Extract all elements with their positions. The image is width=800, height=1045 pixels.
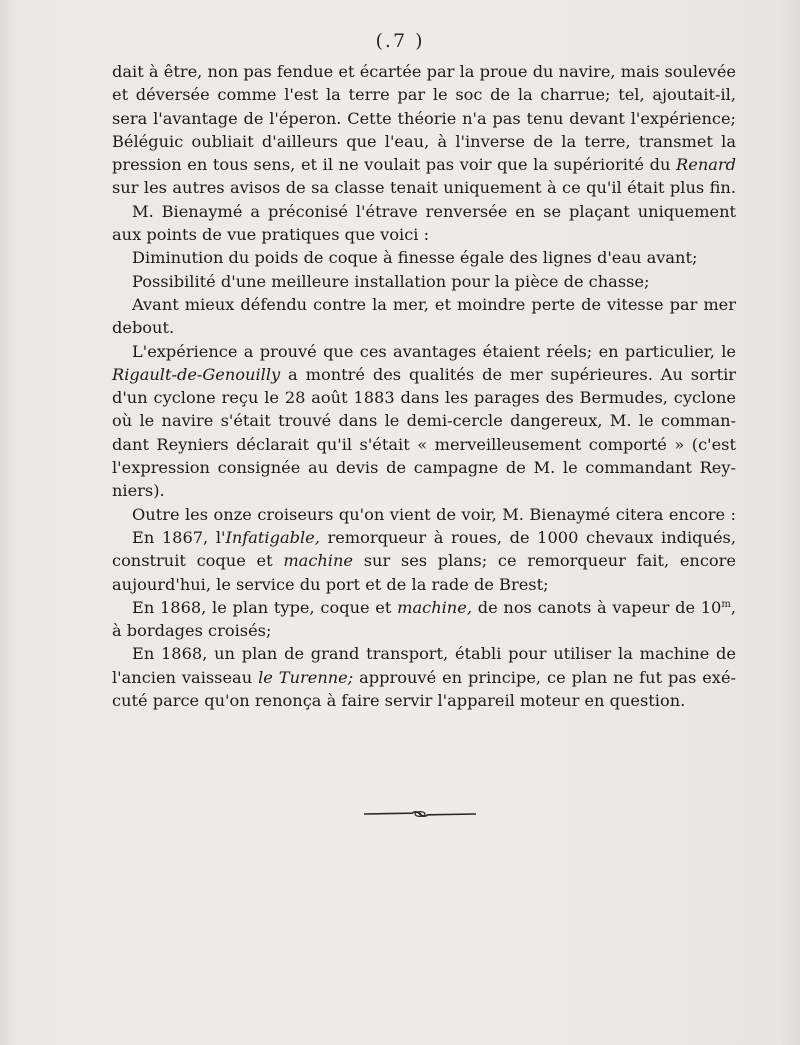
text-line: En 1868, un plan de grand transport, établi pour utiliser la machine de <box>132 644 736 664</box>
text-line: Diminution du poids de coque à finesse égale des lignes d'eau avant; <box>132 248 698 268</box>
text-line: sera l'avantage de l'éperon. Cette théorie n'a pas tenu devant l'expérience; <box>112 108 736 128</box>
text-segment: de nos canots à vapeur de 10 <box>471 597 722 617</box>
text-segment: remorqueur à roues, de 1000 chevaux indiqués, <box>319 527 736 547</box>
text-line <box>112 363 736 386</box>
text-line: aux points de vue pratiques que voici : <box>112 225 430 245</box>
text-line: Avant mieux défendu contre la mer, et moindre perte de vitesse par mer <box>132 294 736 314</box>
text-line: Possibilité d'une meilleure installation pour la pièce de chasse; <box>132 271 650 291</box>
text-line: d'un cyclone reçu le 28 août 1883 dans les parages des Bermudes, cyclone <box>112 388 736 408</box>
text-segment: approuvé en principe, ce plan ne fut pas exé- <box>353 667 736 687</box>
text-segment: sur ses plans; ce remorqueur fait, encore <box>353 551 736 571</box>
text-line <box>112 666 736 689</box>
text-segment: a montré des qualités de mer supérieures. Au sortir <box>280 364 736 384</box>
text-segment: pression en tous sens, et il ne voulait pas voir que la supériorité du <box>112 155 677 175</box>
end-ornament-icon <box>360 806 480 822</box>
text-line: dant Reyniers déclarait qu'il s'était « merveilleusement comporté » (c'est <box>112 434 736 454</box>
text-line: l'expression consignée au devis de campagne de M. le commandant Rey- <box>112 458 736 478</box>
text-segment: En 1868, le plan type, coque et <box>132 597 398 617</box>
text-line: à bordages croisés; <box>112 621 272 641</box>
body-text <box>112 60 736 712</box>
text-segment: En 1867, l' <box>132 527 226 547</box>
text-line: sur les autres avisos de sa classe tenait uniquement à ce qu'il était plus fin. <box>112 178 736 198</box>
text-line: M. Bienaymé a préconisé l'étrave renversée en se plaçant uniquement <box>132 201 736 221</box>
text-line <box>112 153 736 176</box>
text-segment: construit coque et <box>112 551 284 571</box>
superscript-m: m <box>721 598 731 610</box>
text-line <box>112 526 736 549</box>
text-line: et déversée comme l'est la terre par le soc de la charrue; tel, ajoutait-il, <box>112 85 736 105</box>
text-line: aujourd'hui, le service du port et de la rade de Brest; <box>112 574 549 594</box>
text-line: dait à être, non pas fendue et écartée par la proue du navire, mais soulevée <box>112 62 736 81</box>
text-line: Béléguic oubliait d'ailleurs que l'eau, à l'inverse de la terre, transmet la <box>112 131 736 151</box>
italic-machine: machine <box>283 551 353 571</box>
text-segment: , <box>730 597 736 617</box>
text-line: niers). <box>112 481 165 501</box>
ship-name-renard: Renard <box>676 155 736 175</box>
text-line <box>112 549 736 572</box>
text-segment: l'ancien vaisseau <box>112 667 259 687</box>
text-line: où le navire s'était trouvé dans le demi-cercle dangereux, M. le comman- <box>112 411 736 431</box>
page-number: (.7 ) <box>375 30 425 52</box>
text-line: cuté parce qu'on renonça à faire servir l'appareil moteur en question. <box>112 691 686 711</box>
text-line: Outre les onze croiseurs qu'on vient de voir, M. Bienaymé citera encore : <box>132 504 736 524</box>
text-line: debout. <box>112 318 175 338</box>
text-line: L'expérience a prouvé que ces avantages étaient réels; en particulier, le <box>132 341 736 361</box>
ship-name-infatigable: Infatigable, <box>225 527 320 547</box>
text-line <box>112 596 736 619</box>
ship-name-rigault: Rigault-de-Genouilly <box>112 364 281 384</box>
ship-name-turenne: le Turenne; <box>258 667 354 687</box>
italic-machine: machine, <box>397 597 472 617</box>
